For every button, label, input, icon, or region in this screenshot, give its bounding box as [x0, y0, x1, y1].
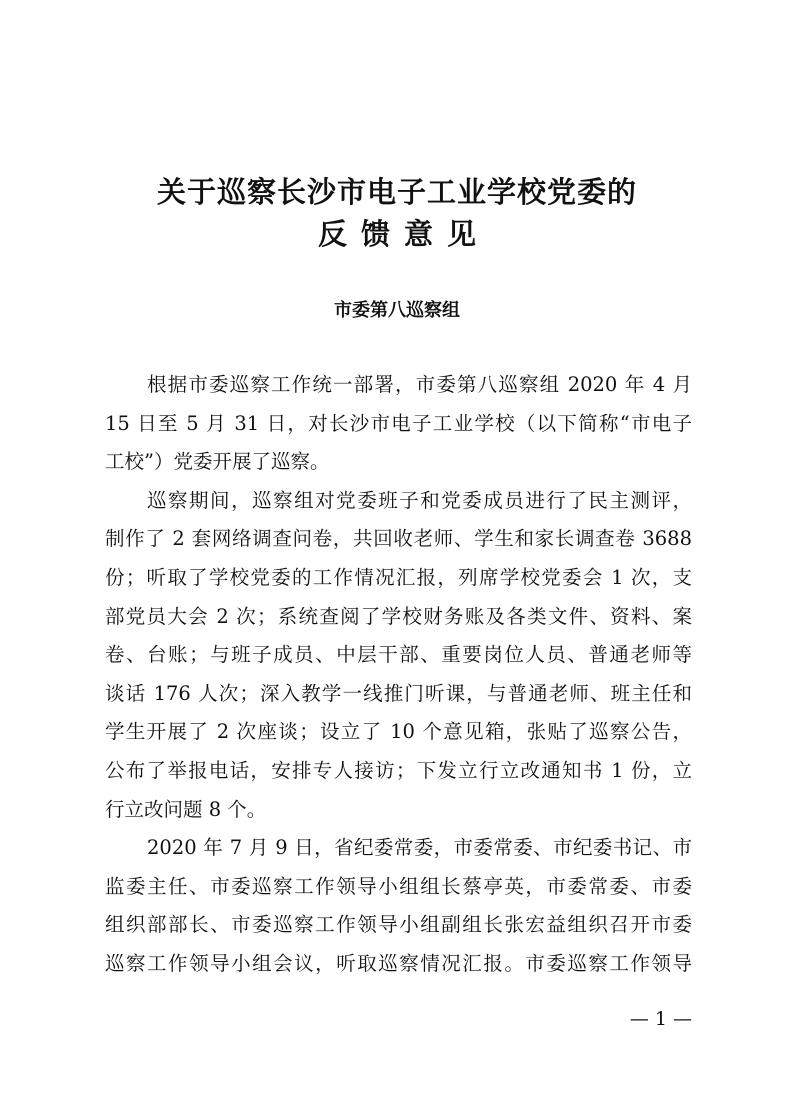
paragraph-line: 15 日至 5 月 31 日，对长沙市电子工业学校（以下简称“市电子 — [105, 411, 692, 435]
paragraph-line: 学生开展了 2 次座谈；设立了 10 个意见箱，张贴了巡察公告， — [105, 720, 692, 744]
paragraph-line: 根据市委巡察工作统一部署，市委第八巡察组 2020 年 4 月 — [147, 373, 692, 396]
paragraph — [105, 371, 692, 487]
paragraph-line: 组织部部长、市委巡察工作领导小组副组长张宏益组织召开市委 — [105, 913, 692, 937]
paragraph-line: 谈话 176 人次；深入教学一线推门听课，与普通老师、班主任和 — [105, 681, 692, 705]
paragraph-line: 行立改问题 8 个。 — [105, 797, 267, 821]
paragraph-line: 2020 年 7 月 9 日，省纪委常委，市委常委、市纪委书记、市 — [147, 836, 692, 860]
paragraph-line: 部党员大会 2 次；系统查阅了学校财务账及各类文件、资料、案 — [105, 604, 692, 628]
document-body — [105, 371, 692, 989]
paragraph — [105, 487, 692, 834]
paragraph — [105, 834, 692, 988]
paragraph-line: 巡察期间，巡察组对党委班子和党委成员进行了民主测评， — [147, 488, 692, 512]
paragraph-line: 巡察工作领导小组会议，听取巡察情况汇报。市委巡察工作领导 — [105, 951, 692, 975]
document-author: 市委第八巡察组 — [334, 300, 460, 321]
document-title-line-1: 关于巡察长沙市电子工业学校党委的 — [156, 175, 637, 209]
document-title-line-2: 反馈意见 — [317, 217, 490, 251]
page-number: — 1 — — [629, 1008, 692, 1030]
paragraph-line: 公布了举报电话，安排专人接访；下发立行立改通知书 1 份，立 — [105, 758, 692, 782]
paragraph-line: 份；听取了学校党委的工作情况汇报，列席学校党委会 1 次，支 — [105, 565, 692, 589]
paragraph-line: 卷、台账；与班子成员、中层干部、重要岗位人员、普通老师等 — [105, 643, 692, 667]
paragraph-line: 制作了 2 套网络调查问卷，共回收老师、学生和家长调查卷 3688 — [105, 527, 692, 551]
paragraph-line: 监委主任、市委巡察工作领导小组组长蔡亭英，市委常委、市委 — [105, 874, 692, 898]
paragraph-line: 工校”）党委开展了巡察。 — [105, 450, 330, 474]
